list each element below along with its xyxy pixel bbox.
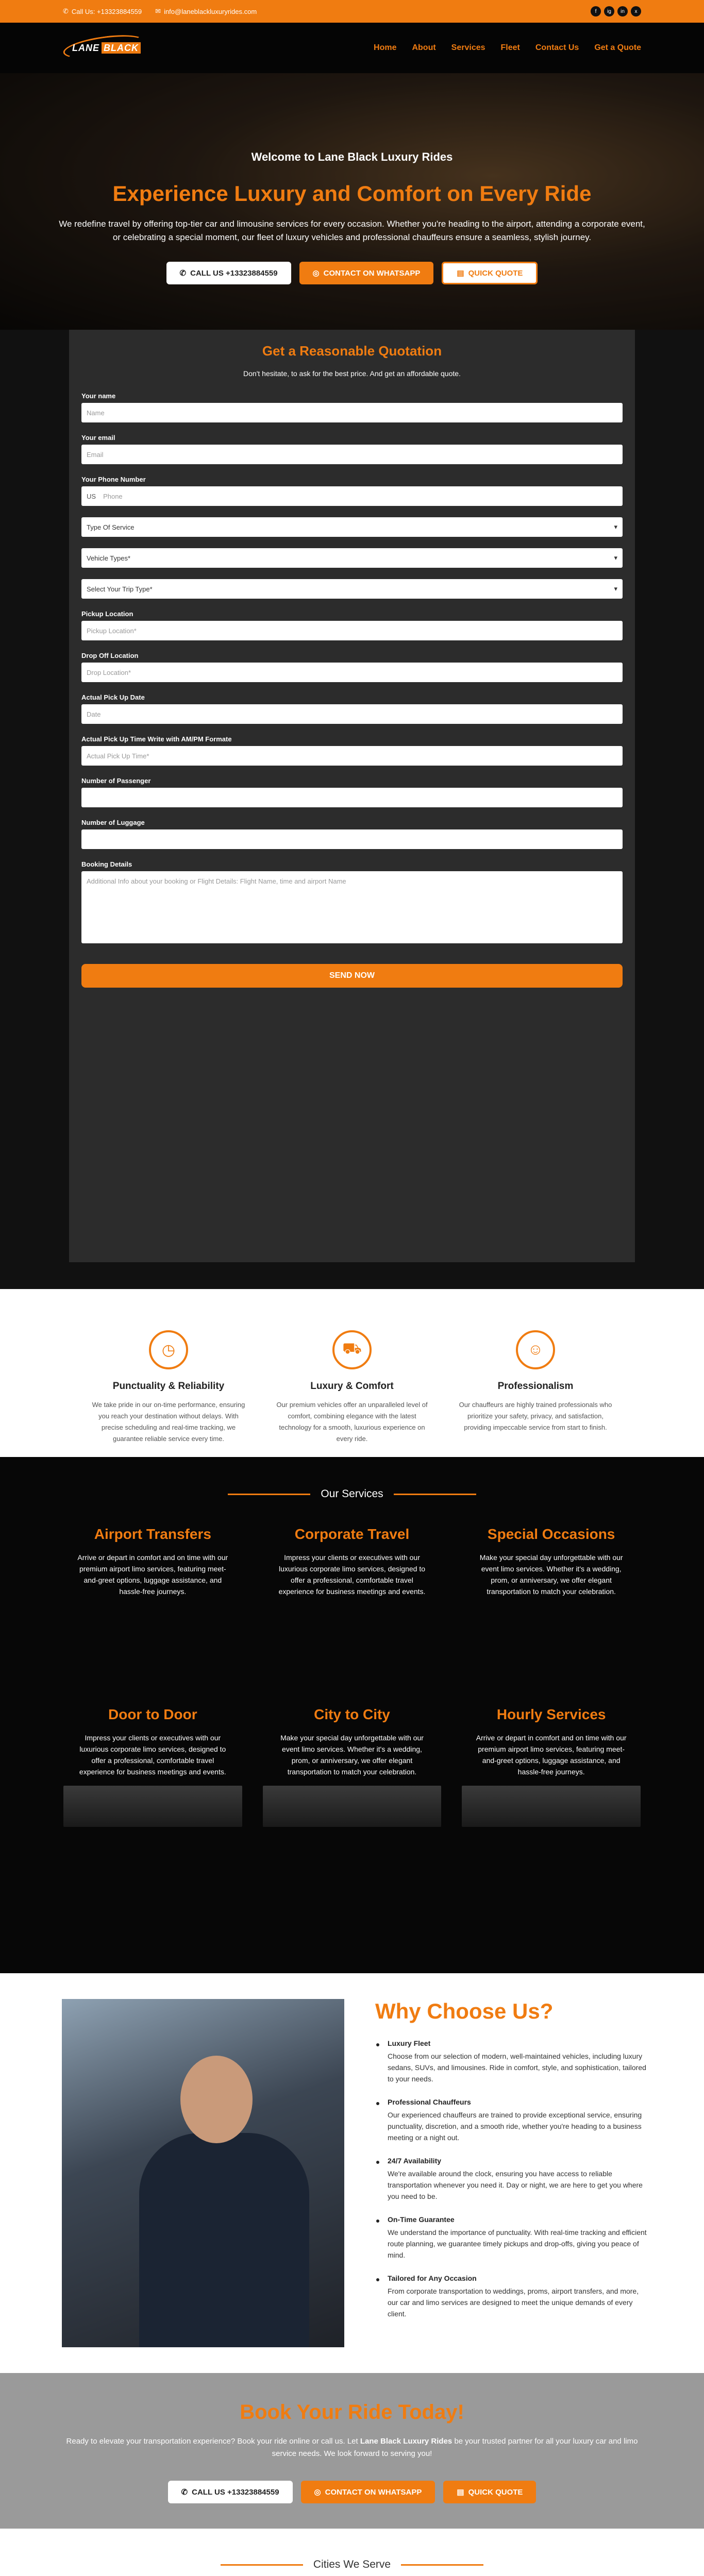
feature-card: ⛟ Luxury & Comfort Our premium vehicles offer an unparalleled level of comfort, combining elegance with the latest technology for a smooth, luxurious experience on every ride.: [275, 1330, 429, 1457]
whatsapp-icon: ◎: [314, 2488, 321, 2497]
chevron-down-icon: ▾: [614, 523, 617, 531]
email-input[interactable]: Email: [81, 445, 623, 464]
why-item: Tailored for Any Occasion From corporate transportation to weddings, proms, airport transfers, and more, our car and limo services are designed to meet the unique demands of every client.: [375, 2274, 648, 2319]
phone-icon: ✆: [63, 7, 69, 15]
whatsapp-icon: ◎: [312, 269, 320, 278]
quote-form: Get a Reasonable Quotation Don't hesitate, to ask for the best price. And get an affordable quote. Your name Name Your email Email Your Phone Number US Phone Type Of Service ▾ Vehicle Types* ▾ Select Your Trip Type* ▾ Pickup Location Pickup Location* Drop Off Location Drop Location* Actual Pick Up Date Date Actual Pick Up Time Write with AM/PM Formate Actual Pick Up Time* Number of Passenger Number of Luggage Booking Details Additional Info about your booking or Flight Details: Flight Name, time and airport Name SEND NOW: [69, 330, 635, 1262]
document-icon: ▤: [457, 269, 464, 278]
instagram-icon[interactable]: ig: [604, 6, 614, 16]
document-icon: ▤: [457, 2488, 464, 2497]
why-item: Luxury Fleet Choose from our selection of modern, well-maintained vehicles, including luxury sedans, SUVs, and limousines. Ride in comfort, style, and sophistication, tailored to your needs.: [375, 2039, 648, 2084]
service-card[interactable]: Hourly Services Arrive or depart in comfort and on time with our premium airport limo services, featuring meet-and-greet options, luggage assistance, and hassle-free journeys.: [462, 1706, 641, 1809]
cta-text: Ready to elevate your transportation experience? Book your ride online or call us. Let Lane Black Luxury Rides be your trusted partner for all your luxury car and limo service needs. We look forward to serving you!: [66, 2437, 638, 2458]
nav-fleet[interactable]: Fleet: [500, 43, 520, 52]
cities-title: Cities We Serve: [313, 2558, 391, 2570]
services-section: [0, 1457, 704, 1973]
luggage-input[interactable]: [81, 829, 623, 849]
x-icon[interactable]: x: [631, 6, 641, 16]
quote-section: [0, 330, 704, 1289]
nav-menu: [374, 43, 641, 53]
feature-card: ☺ Professionalism Our chauffeurs are highly trained professionals who prioritize your safety, privacy, and satisfaction, providing impeccable service from start to finish.: [458, 1330, 613, 1457]
nav-about[interactable]: About: [412, 43, 436, 52]
date-input[interactable]: Date: [81, 704, 623, 724]
hero-title: Experience Luxury and Comfort on Every Ride: [112, 181, 592, 206]
service-card[interactable]: City to City Make your special day unforgettable with our event limo services. Whether it's a wedding, prom, or anniversary, we offer elegant transportation to match your celebration.: [263, 1706, 442, 1809]
chauffeur-photo: [62, 1999, 344, 2347]
booking-details-textarea[interactable]: Additional Info about your booking or Flight Details: Flight Name, time and airport Name: [81, 871, 623, 943]
phone-icon: ✆: [179, 269, 187, 278]
send-button[interactable]: SEND NOW: [81, 964, 623, 988]
call-button[interactable]: ✆ CALL US +13323884559: [168, 2481, 293, 2503]
service-image: [263, 1786, 442, 1827]
car-icon: ⛟: [332, 1330, 372, 1369]
clock-icon: ◷: [149, 1330, 188, 1369]
trip-type-select[interactable]: Select Your Trip Type* ▾: [81, 579, 623, 599]
chevron-down-icon: ▾: [614, 585, 617, 592]
features-section: [0, 1289, 704, 1457]
why-title: Why Choose Us?: [375, 1999, 554, 2023]
main-navigation: [0, 23, 704, 73]
quick-quote-button[interactable]: ▤ QUICK QUOTE: [443, 2481, 536, 2503]
nav-services[interactable]: Services: [451, 43, 485, 52]
linkedin-icon[interactable]: in: [617, 6, 628, 16]
hero-section: [0, 73, 704, 330]
site-logo[interactable]: LANE BLACK: [63, 35, 149, 61]
cta-section: [0, 2373, 704, 2529]
time-input[interactable]: Actual Pick Up Time*: [81, 746, 623, 766]
mail-icon: ✉: [155, 7, 161, 15]
nav-contact[interactable]: Contact Us: [535, 43, 579, 52]
service-type-select[interactable]: Type Of Service ▾: [81, 517, 623, 537]
whatsapp-button[interactable]: ◎ CONTACT ON WHATSAPP: [301, 2481, 435, 2503]
cta-title: Book Your Ride Today!: [240, 2401, 464, 2424]
service-card[interactable]: Corporate Travel Impress your clients or executives with our luxurious corporate limo services, designed to offer a professional, comfortable travel experience for business meetings and events.: [278, 1526, 426, 1596]
dropoff-input[interactable]: Drop Location*: [81, 663, 623, 682]
passenger-input[interactable]: [81, 788, 623, 807]
country-code-select[interactable]: US: [87, 492, 96, 500]
pickup-input[interactable]: Pickup Location*: [81, 621, 623, 640]
service-card[interactable]: Special Occasions Make your special day unforgettable with our event limo services. Whether it's a wedding, prom, or anniversary, we offer elegant transportation to match your celebration.: [479, 1526, 623, 1596]
social-links: [591, 6, 641, 16]
hero-text: We redefine travel by offering top-tier car and limousine services for every occasion. Whether you're heading to the airport, attending a corporate event, or celebrating a special moment, our fleet of luxury vehicles and professional chauffeurs ensure a seamless, stylish journey.: [59, 219, 645, 242]
cities-section: [0, 2529, 704, 2576]
feature-card: ◷ Punctuality & Reliability We take pride in our on-time performance, ensuring you reach your destination without delays. With precise scheduling and real-time tracking, we guarantee reliable service every time.: [91, 1330, 246, 1457]
why-item: On-Time Guarantee We understand the importance of punctuality. With real-time tracking and efficient route planning, we guarantee timely pickups and drop-offs, giving you peace of mind.: [375, 2215, 648, 2261]
quick-quote-button[interactable]: ▤ QUICK QUOTE: [442, 262, 538, 284]
why-item: Professional Chauffeurs Our experienced chauffeurs are trained to provide exceptional service, ensuring punctuality, discretion, and a smooth ride, whether you're heading to a business meeting or a night out.: [375, 2098, 648, 2143]
why-section: [0, 1973, 704, 2373]
topbar-email[interactable]: ✉ info@laneblackluxuryrides.com: [155, 7, 257, 15]
call-button[interactable]: ✆ CALL US +13323884559: [166, 262, 291, 284]
phone-icon: ✆: [181, 2488, 188, 2497]
why-item: 24/7 Availability We're available around the clock, ensuring you have access to reliable transportation whenever you need it. Day or night, we are here to get you where you need to be.: [375, 2157, 648, 2202]
service-image: [462, 1786, 641, 1827]
whatsapp-button[interactable]: ◎ CONTACT ON WHATSAPP: [299, 262, 434, 284]
quote-title: Get a Reasonable Quotation: [262, 343, 442, 359]
name-input[interactable]: Name: [81, 403, 623, 422]
chevron-down-icon: ▾: [614, 554, 617, 562]
hero-welcome: Welcome to Lane Black Luxury Rides: [251, 150, 453, 163]
nav-home[interactable]: Home: [374, 43, 397, 52]
vehicle-type-select[interactable]: Vehicle Types* ▾: [81, 548, 623, 568]
services-title: Our Services: [321, 1488, 383, 1500]
facebook-icon[interactable]: f: [591, 6, 601, 16]
top-bar: [0, 0, 704, 23]
nav-quote[interactable]: Get a Quote: [594, 43, 641, 52]
phone-input[interactable]: US Phone: [81, 486, 623, 506]
service-card[interactable]: Airport Transfers Arrive or depart in comfort and on time with our premium airport limo services, featuring meet-and-greet options, luggage assistance, and hassle-free journeys.: [77, 1526, 228, 1596]
topbar-phone[interactable]: ✆ Call Us: +13323884559: [63, 7, 142, 15]
service-card[interactable]: Door to Door Impress your clients or executives with our luxurious corporate limo services, designed to offer a professional, comfortable travel experience for business meetings and events.: [63, 1706, 242, 1809]
chauffeur-icon: ☺: [516, 1330, 555, 1369]
service-image: [63, 1786, 242, 1827]
